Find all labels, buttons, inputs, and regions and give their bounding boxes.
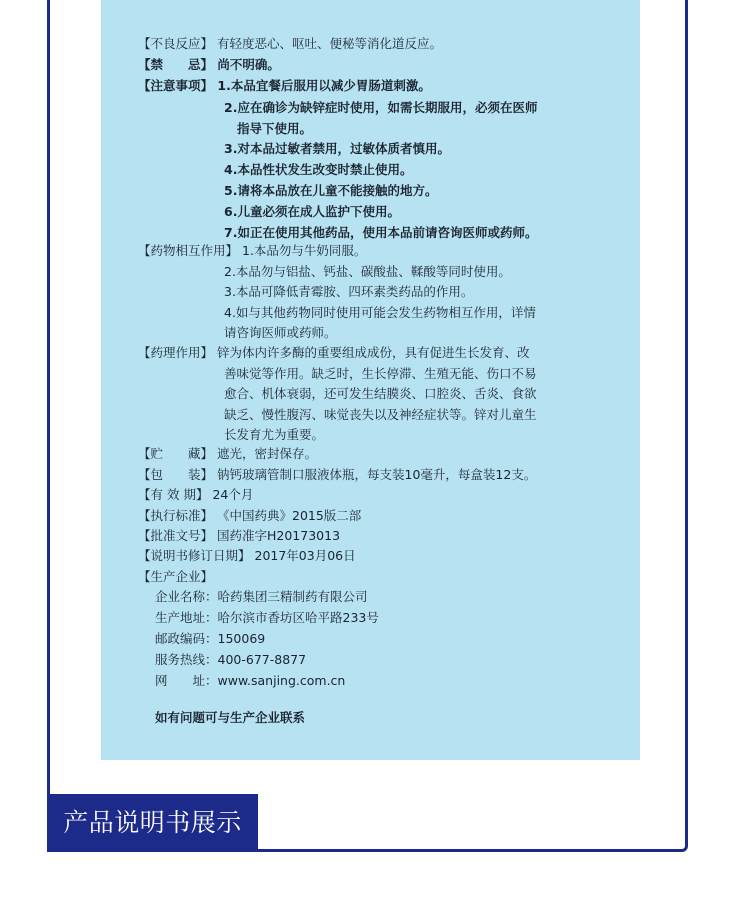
pharm-label: 【药理作用】 (138, 345, 214, 360)
manufacturer-label: 【生产企业】 (138, 569, 214, 584)
contra-row (138, 55, 280, 75)
interaction-item: 请咨询医师或药师。 (224, 325, 337, 340)
precaution-item: 3.对本品过敏者禁用，过敏体质者慎用。 (224, 141, 450, 156)
manufacturer-line (155, 608, 379, 628)
manufacturer-line (155, 629, 265, 649)
section-banner: 产品说明书展示 (47, 794, 258, 852)
manufacturer-line-value: 哈尔滨市香坊区哈平路233号 (217, 610, 379, 625)
precaution-item: 2.应在确诊为缺锌症时使用，如需长期服用，必须在医师 (224, 100, 538, 115)
revision-row (138, 546, 356, 566)
approval-text: 国药准字H20173013 (217, 528, 341, 543)
precaution-item: 6.儿童必须在成人监护下使用。 (224, 204, 400, 219)
package-row (138, 465, 536, 485)
pharm-line: 善味觉等作用。缺乏时，生长停滞、生殖无能、伤口不易 (224, 366, 537, 381)
storage-row (138, 444, 317, 464)
manufacturer-line-label: 网 址： (155, 673, 218, 688)
manufacturer-line-value: 150069 (217, 631, 266, 646)
precaution-item: 5.请将本品放在儿童不能接触的地方。 (224, 183, 438, 198)
precautions-label: 【注意事项】 (138, 78, 214, 93)
manufacturer-line-label: 生产地址： (155, 610, 218, 625)
contra-text: 尚不明确。 (217, 57, 280, 72)
manufacturer-line-value: 400-677-8877 (217, 652, 307, 667)
interaction-item: 4.如与其他药物同时使用可能会发生药物相互作用，详情 (224, 305, 536, 320)
precautions-row (138, 76, 431, 96)
storage-label: 【贮 藏】 (138, 446, 214, 461)
validity-label: 【有 效 期】 (138, 487, 209, 502)
pharm-row (138, 343, 530, 363)
precaution-item: 指导下使用。 (237, 121, 313, 136)
manufacturer-line-label: 邮政编码： (155, 631, 218, 646)
interaction-item: 1.本品勿与牛奶同服。 (242, 243, 367, 258)
manufacturer-line-value: www.sanjing.com.cn (217, 673, 346, 688)
precaution-item: 7.如正在使用其他药品，使用本品前请咨询医师或药师。 (224, 225, 538, 240)
pharm-line: 长发育尤为重要。 (224, 427, 325, 442)
contact-note: 如有问题可与生产企业联系 (155, 710, 306, 725)
precaution-item: 1.本品宜餐后服用以减少胃肠道刺激。 (217, 78, 431, 93)
contra-label: 【禁 忌】 (138, 57, 214, 72)
manufacturer-line-label: 服务热线： (155, 652, 218, 667)
standard-row (138, 506, 361, 526)
approval-label: 【批准文号】 (138, 528, 214, 543)
manufacturer-line-label: 企业名称： (155, 589, 218, 604)
standard-label: 【执行标准】 (138, 508, 214, 523)
pharm-line: 愈合、机体衰弱，还可发生结膜炎、口腔炎、舌炎、食欲 (224, 386, 537, 401)
validity-row (138, 485, 253, 505)
interaction-item: 2.本品勿与铝盐、钙盐、碳酸盐、鞣酸等同时使用。 (224, 264, 511, 279)
interaction-item: 3.本品可降低青霉胺、四环素类药品的作用。 (224, 284, 474, 299)
storage-text: 遮光，密封保存。 (217, 446, 318, 461)
revision-label: 【说明书修订日期】 (138, 548, 251, 563)
adverse-label: 【不良反应】 (138, 36, 214, 51)
standard-text: 《中国药典》2015版二部 (217, 508, 362, 523)
interaction-label: 【药物相互作用】 (138, 243, 239, 258)
adverse-row (138, 34, 442, 54)
pharm-line: 缺乏、慢性腹泻、味觉丧失以及神经症状等。锌对儿童生 (224, 407, 537, 422)
manufacturer-line (155, 650, 306, 670)
approval-row (138, 526, 340, 546)
leaflet-scan (101, 0, 640, 760)
revision-text: 2017年03月06日 (254, 548, 356, 563)
pharm-line: 锌为体内许多酶的重要组成成份，具有促进生长发育、改 (217, 345, 530, 360)
interaction-row (138, 241, 366, 261)
manufacturer-line (155, 587, 368, 607)
package-label: 【包 装】 (138, 467, 214, 482)
package-text: 钠钙玻璃管制口服液体瓶，每支装10毫升，每盒装12支。 (217, 467, 537, 482)
validity-text: 24个月 (212, 487, 254, 502)
adverse-text: 有轻度恶心、呕吐、便秘等消化道反应。 (217, 36, 443, 51)
precaution-item: 4.本品性状发生改变时禁止使用。 (224, 162, 413, 177)
manufacturer-line (155, 671, 345, 691)
manufacturer-line-value: 哈药集团三精制药有限公司 (217, 589, 368, 604)
